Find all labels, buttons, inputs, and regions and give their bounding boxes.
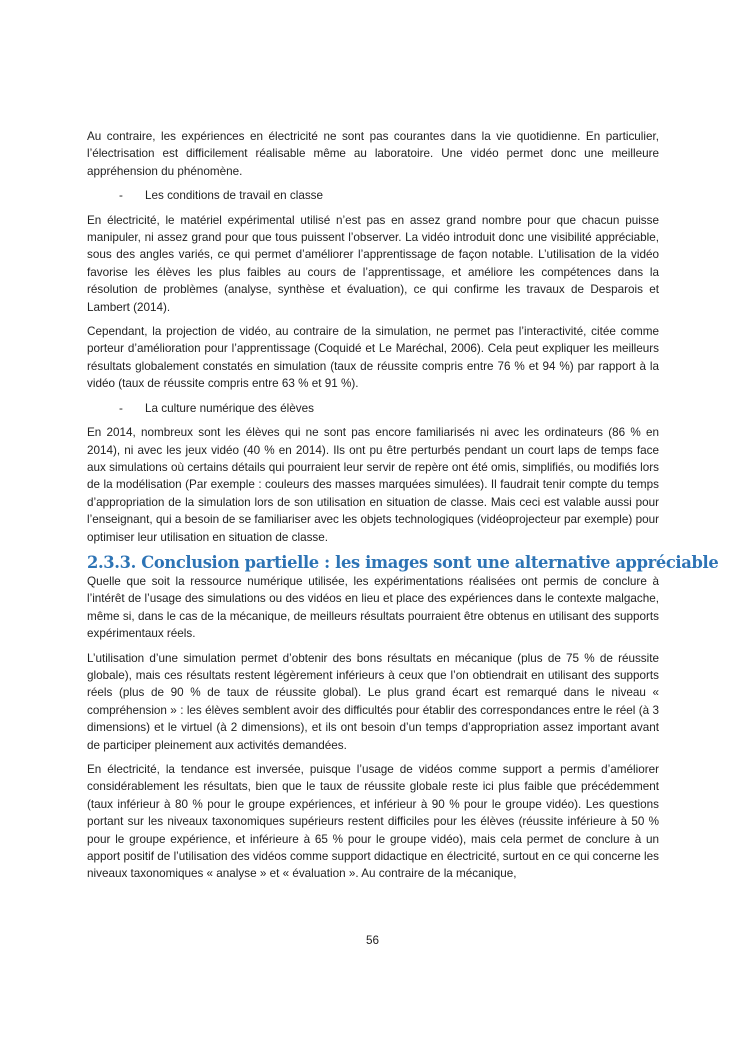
paragraph-conclusion-electricity: En électricité, la tendance est inversée, puisque l’usage de vidéos comme support a permis d’améliorer considérablement les résultats, bien que le taux de réussite globale reste ici plus faible que précédemment (taux inférieur à 80 % pour le groupe expériences, et inférieur à 90 % pour le groupe vidéo). Les questions portant sur les niveaux taxonomiques supérieurs restent difficiles pour les élèves (réussite inférieure à 50 % pour le groupe expérience, et inférieure à 65 % pour le groupe vidéo), mais cela permet de conclure à un apport positif de l’utilisation des vidéos comme support didactique en électricité, surtout en ce qui concerne les niveaux taxonomiques « analyse » et « évaluation ». Au contraire de la mécanique, <box>87 763 659 881</box>
paragraph-equipment: En électricité, le matériel expérimental utilisé n’est pas en assez grand nombre pour que chacun puisse manipuler, ni assez grand pour que tous puissent l’observer. La vidéo introduit donc une visibilité appréciable, sous des angles variés, ce qui permet d’améliorer l’apprentissage de façon notable. L’utilisation de la vidéo favorise les élèves les plus faibles au cours de l’apprentissage, et améliore les compétences dans la résolution de problèmes (analyse, synthèse et évaluation), ce qui confirme les travaux de Desparois et Lambert (2014). <box>87 213 659 314</box>
bullet-classroom-conditions <box>87 187 659 204</box>
bullet-label: La culture numérique des élèves <box>145 401 314 415</box>
paragraph-familiarity: En 2014, nombreux sont les élèves qui ne sont pas encore familiarisés ni avec les ordinateurs (86 % en 2014), ni avec les jeux vidéo (40 % en 2014). Ils ont pu être perturbés pendant un court laps de temps face aux simulations où certains détails qui pourraient leur servir de repère ont été omis, simplifiés, ou modifiés lors de la modélisation (Par exemple : couleurs des masses marquées simulées). Il faudrait tenir compte du temps d’appropriation de la simulation lors de son utilisation en situation de classe. Mais ceci est valable aussi pour l’enseignant, qui a besoin de se familiariser avec les objets technologiques (vidéoprojecteur par exemple) pour optimiser leur utilisation en situation de classe. <box>87 426 659 544</box>
paragraph-conclusion-general: Quelle que soit la ressource numérique utilisée, les expérimentations réalisées ont permis de conclure à l’intérêt de l’usage des simulations ou des vidéos en lieu et place des expériences dans le contexte malgache, même si, dans le cas de la mécanique, de meilleurs résultats pourraient être obtenus en utilisant des supports expérimentaux réels. <box>87 574 659 641</box>
section-heading: 2.3.3. Conclusion partielle : les images sont une alternative appréciable <box>87 552 719 572</box>
bullet-dash: - <box>119 401 123 415</box>
bullet-dash: - <box>119 189 123 203</box>
page-number: 56 <box>365 934 379 947</box>
paragraph-conclusion-mechanics: L’utilisation d’une simulation permet d’obtenir des bons résultats en mécanique (plus de 75 % de réussite globale), mais ces résultats restent légèrement inférieurs à ceux que l’on obtiendrait en utilisant des supports réels (plus de 90 % de taux de réussite global). Le plus grand écart est remarqué dans le niveau « compréhension » : les élèves semblent avoir des difficultés pour établir des correspondances entre le réel (à 3 dimensions) et le virtuel (à 2 dimensions), et ils ont besoin d’un temps d’appropriation assez important avant de participer pleinement aux activités demandées. <box>87 651 659 752</box>
bullet-digital-culture <box>87 400 659 417</box>
bullet-label: Les conditions de travail en classe <box>145 189 324 203</box>
page-body <box>87 128 719 890</box>
paragraph-video-projection: Cependant, la projection de vidéo, au contraire de la simulation, ne permet pas l’interactivité, citée comme porteur d’amélioration pour l’apprentissage (Coquidé et Le Maréchal, 2006). Cela peut expliquer les meilleurs résultats globalement constatés en simulation (taux de réussite compris entre 76 % et 94 %) par rapport à la vidéo (taux de réussite compris entre 63 % et 91 %). <box>87 325 659 391</box>
paragraph-electricity-intro: Au contraire, les expériences en électricité ne sont pas courantes dans la vie quotidienne. En particulier, l’électrisation est difficilement réalisable même au laboratoire. Une vidéo permet donc une meilleure appréhension du phénomène. <box>87 130 659 178</box>
